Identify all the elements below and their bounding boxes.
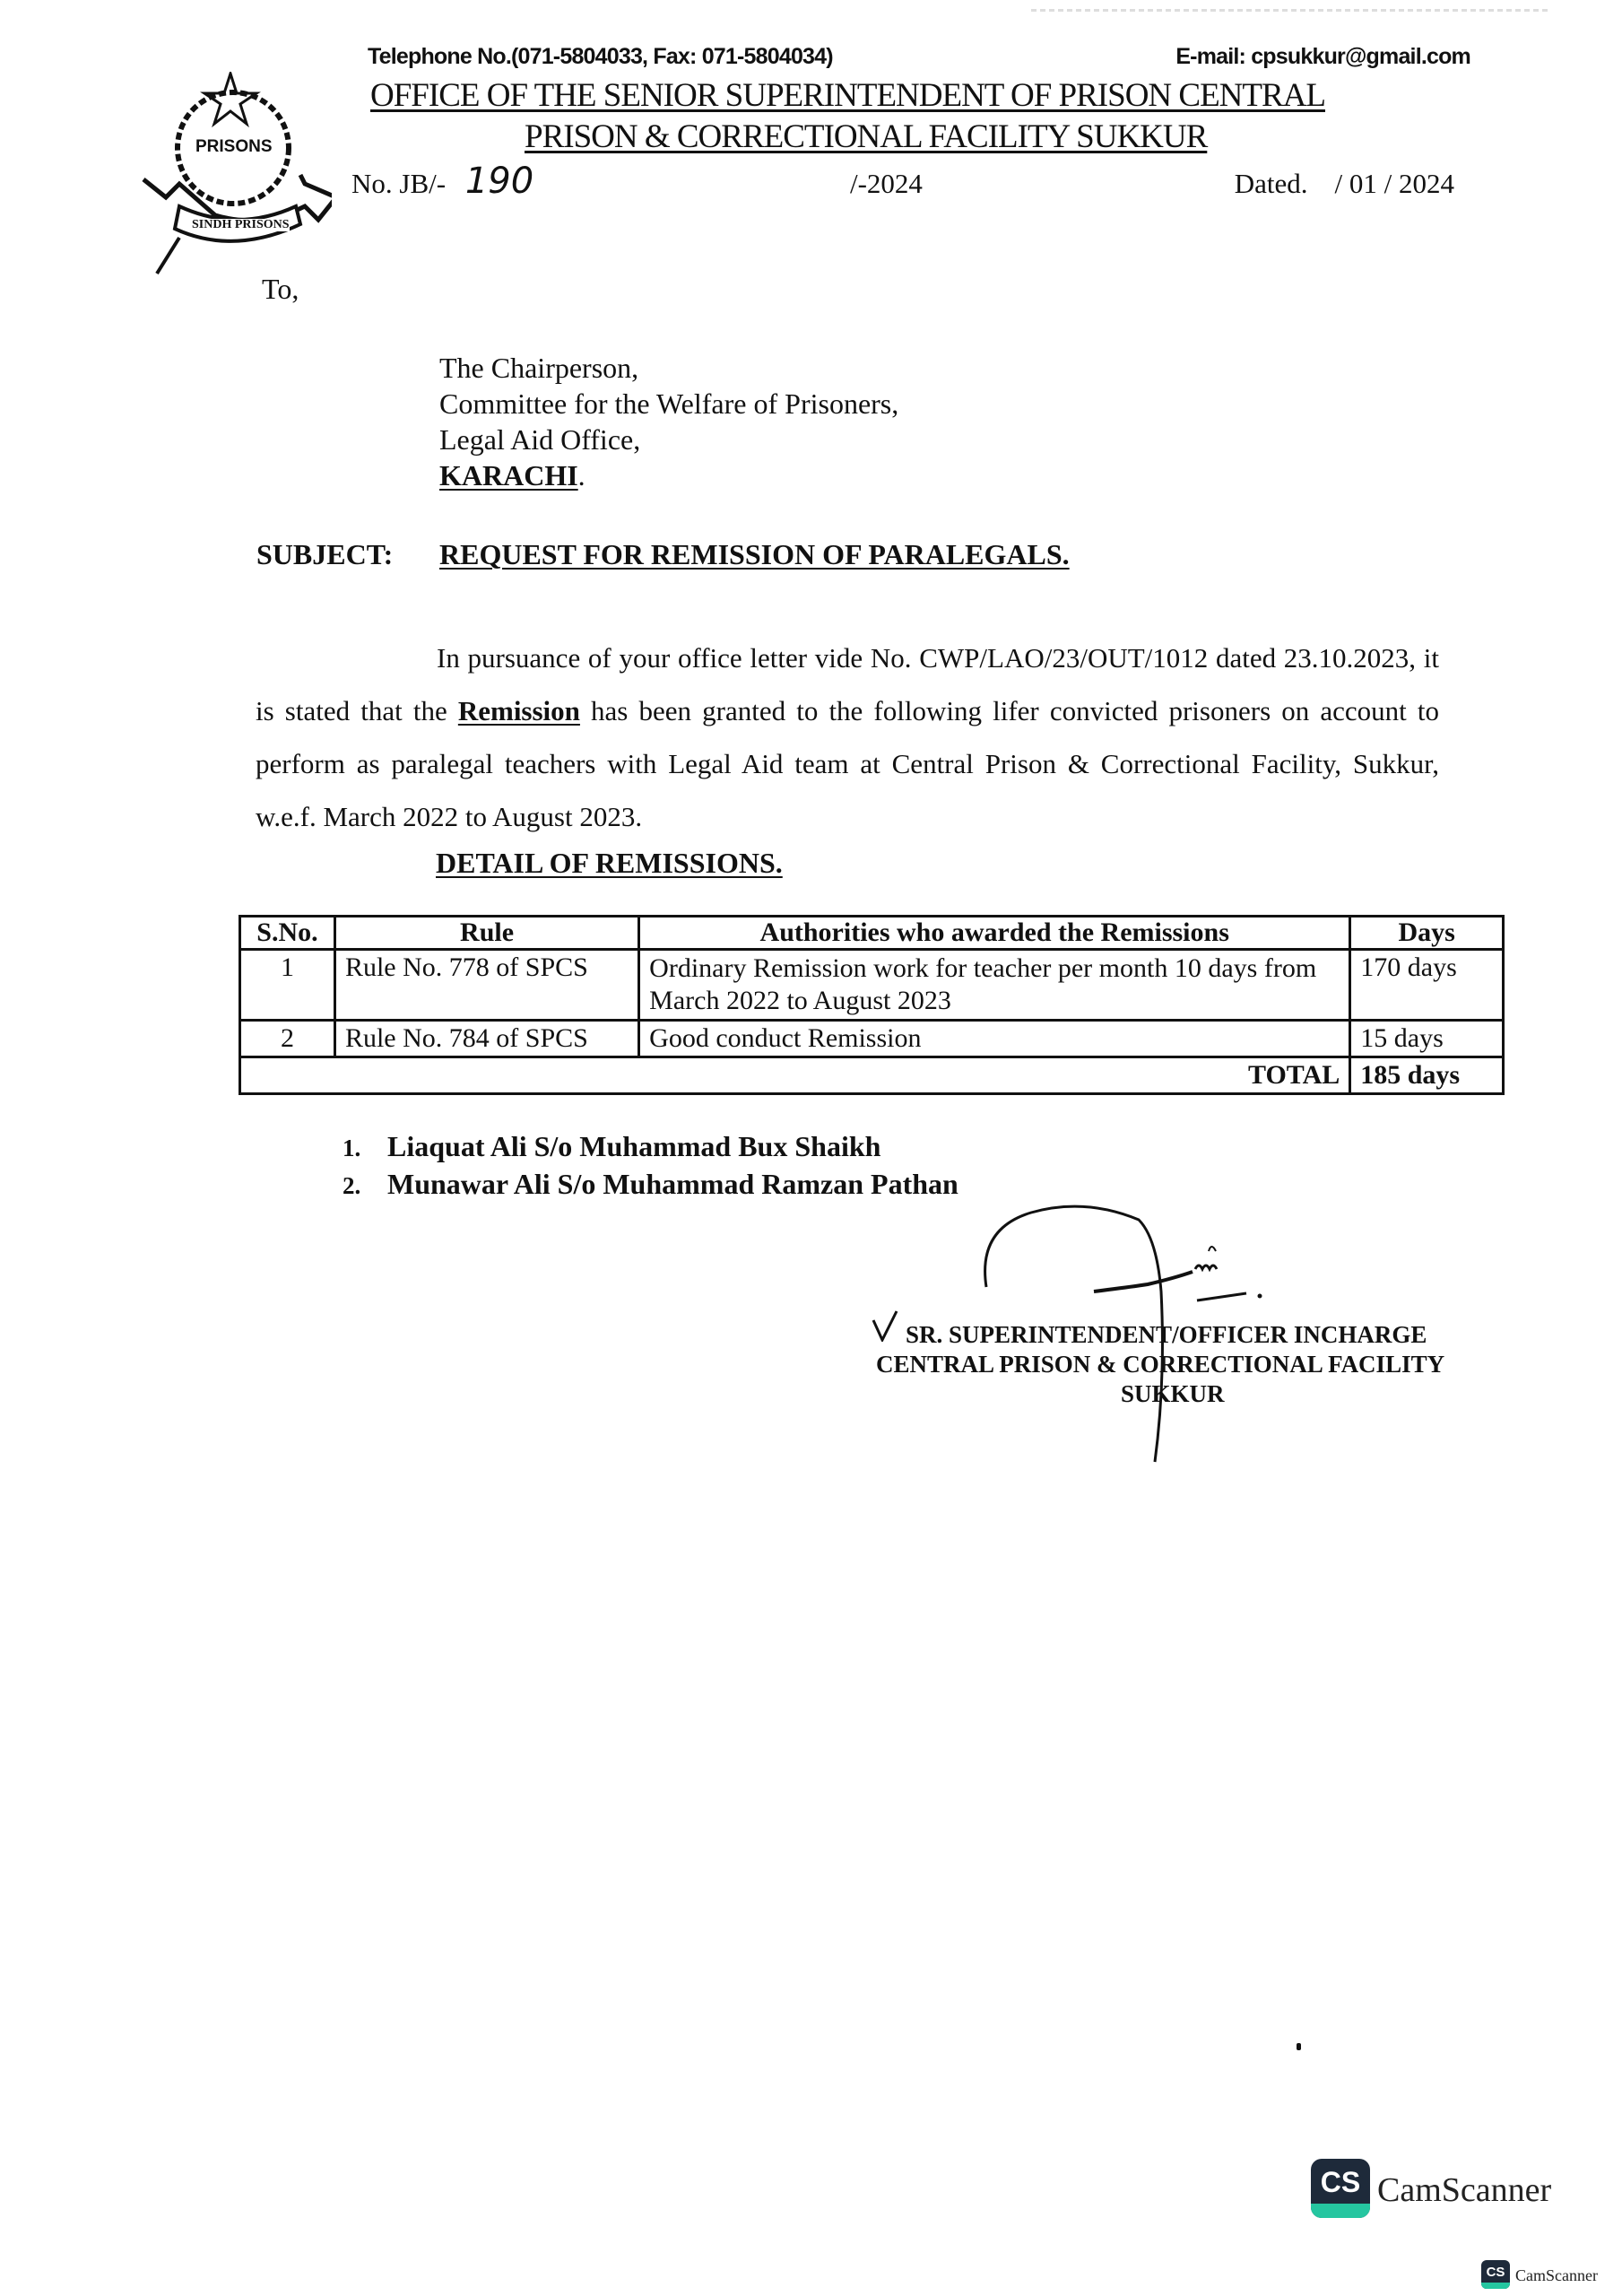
recipient-line-3: Legal Aid Office, <box>439 423 641 456</box>
signatory-title: SR. SUPERINTENDENT/OFFICER INCHARGE <box>906 1321 1427 1348</box>
cell-days: 15 days <box>1350 1021 1504 1057</box>
reference-line <box>351 163 1454 202</box>
header-authority: Authorities who awarded the Remissions <box>639 917 1350 950</box>
remission-emphasis: Remission <box>457 695 580 726</box>
cell-authority: Ordinary Remission work for teacher per month 10 days from March 2022 to August 2023 <box>639 950 1350 1021</box>
total-value: 185 days <box>1350 1057 1504 1094</box>
section-title: DETAIL OF REMISSIONS. <box>436 847 783 879</box>
camscanner-small-logo-icon: CS <box>1481 2260 1510 2289</box>
logo-center-text: PRISONS <box>195 137 273 156</box>
dated-label: Dated. <box>1234 168 1308 199</box>
sindh-prisons-logo <box>126 72 332 278</box>
remissions-table <box>239 915 1505 1095</box>
cell-sno: 2 <box>240 1021 335 1057</box>
cell-rule: Rule No. 778 of SPCS <box>334 950 638 1021</box>
recipient-block <box>439 350 898 493</box>
header-sno: S.No. <box>240 917 335 950</box>
camscanner-small-brand: CamScanner <box>1515 2266 1598 2284</box>
table-row <box>240 1021 1504 1057</box>
cell-authority: Good conduct Remission <box>639 1021 1350 1057</box>
emblem-icon <box>126 72 332 278</box>
signatory-office: CENTRAL PRISON & CORRECTIONAL FACILITY <box>876 1351 1445 1378</box>
table-header-row <box>240 917 1504 950</box>
cell-sno: 1 <box>240 950 335 1021</box>
cell-rule: Rule No. 784 of SPCS <box>334 1021 638 1057</box>
office-title-line2: PRISON & CORRECTIONAL FACILITY SUKKUR <box>525 118 1208 155</box>
table-row <box>240 950 1504 1021</box>
header-days: Days <box>1350 917 1504 950</box>
recipient-line-1: The Chairperson, <box>439 352 639 384</box>
subject-label: SUBJECT: <box>256 538 394 570</box>
contact-line <box>368 43 1470 70</box>
email-line: E-mail: cpsukkur@gmail.com <box>1175 44 1470 69</box>
camscanner-brand: CamScanner <box>1377 2171 1552 2209</box>
total-label: TOTAL <box>240 1057 1350 1094</box>
recipient-city: KARACHI. <box>439 459 585 491</box>
ref-handwritten-number: 190 <box>464 161 534 202</box>
table-total-row <box>240 1057 1504 1094</box>
tick-mark-icon <box>872 1309 898 1342</box>
dated-value: / 01 / 2024 <box>1334 168 1454 199</box>
logo-ribbon-text: SINDH PRISONS <box>192 218 290 231</box>
to-label: To, <box>262 273 299 305</box>
subject-text: REQUEST FOR REMISSION OF PARALEGALS. <box>439 538 1070 570</box>
reference-number <box>351 163 850 202</box>
header-rule: Rule <box>334 917 638 950</box>
list-item: 2. Munawar Ali S/o Muhammad Ramzan Pathan <box>343 1168 958 1200</box>
signatory-city: SUKKUR <box>1121 1380 1225 1407</box>
telephone-line: Telephone No.(071-5804033, Fax: 071-5804034) <box>368 44 833 69</box>
cell-days: 170 days <box>1350 950 1504 1021</box>
ref-prefix: No. JB/- <box>351 168 447 199</box>
ref-year: /-2024 <box>850 168 923 199</box>
camscanner-logo-icon: CS <box>1311 2159 1370 2218</box>
scan-speck <box>1297 2043 1301 2050</box>
recipient-line-2: Committee for the Welfare of Prisoners, <box>439 387 899 420</box>
body-paragraph: In pursuance of your office letter vide No. CWP/LAO/23/OUT/1012 dated 23.10.2023, it is stated that the Remission has been granted to the following lifer convicted prisoners on account to perform as paralegal teachers with Legal Aid team at Central Prison & Correctional Facility, Sukkur, w.e.f. March 2022 to August 2023. <box>256 642 1440 832</box>
prisoner-list <box>343 1128 958 1204</box>
office-title-line1: OFFICE OF THE SENIOR SUPERINTENDENT OF PRISON CENTRAL <box>370 77 1325 114</box>
scan-artifact <box>1031 9 1551 12</box>
list-item: 1. Liaquat Ali S/o Muhammad Bux Shaikh <box>343 1130 881 1162</box>
signature-block <box>876 1320 1475 1409</box>
